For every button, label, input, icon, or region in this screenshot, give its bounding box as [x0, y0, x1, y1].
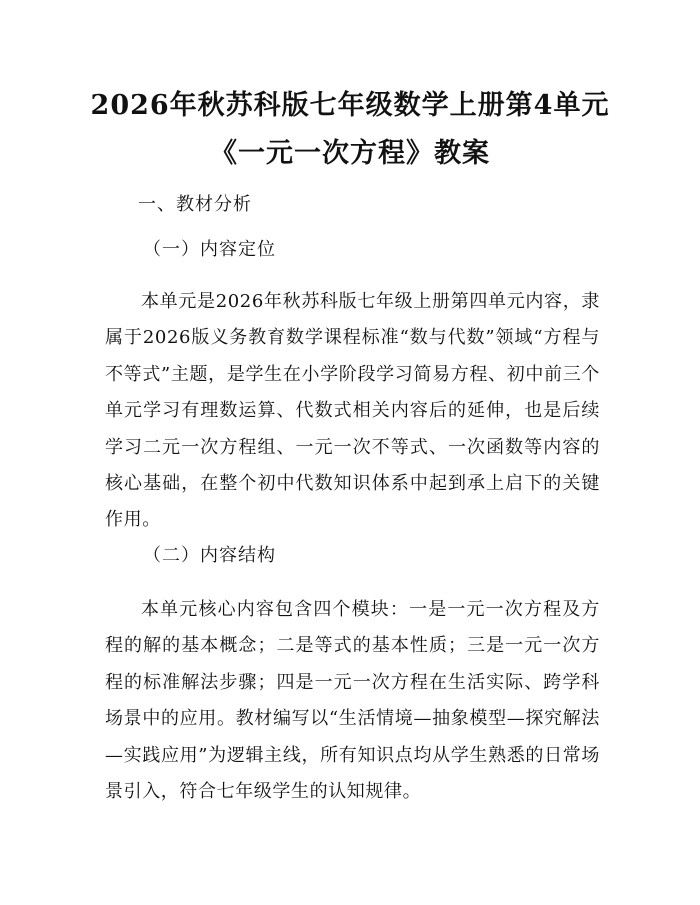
document-title-line-1: 2026年秋苏科版七年级数学上册第4单元	[90, 90, 610, 121]
section-heading-textbook-analysis: 一、教材分析	[138, 194, 252, 215]
document-title-line-2: 《一元一次方程》教案	[210, 138, 490, 169]
subsection-heading-content-structure: （二）内容结构	[143, 545, 276, 566]
paragraph-content-positioning: 本单元是2026年秋苏科版七年级上册第四单元内容，隶属于2026版义务教育数学课程标准“数与代数”领域“方程与不等式”主题，是学生在小学阶段学习简易方程、初中前三个单元学习有理数运算、代数式相关内容后的延伸，也是后续学习二元一次方程组、一元一次不等式、一次函数等内容的核心基础，在整个初中代数知识体系中起到承上启下的关键作用。	[105, 291, 600, 531]
subsection-heading-content-positioning: （一）内容定位	[143, 239, 276, 260]
paragraph-content-structure: 本单元核心内容包含四个模块：一是一元一次方程及方程的解的基本概念；二是等式的基本性质；三是一元一次方程的标准解法步骤；四是一元一次方程在生活实际、跨学科场景中的应用。教材编写以“生活情境—抽象模型—探究解法—实践应用”为逻辑主线，所有知识点均从学生熟悉的日常场景引入，符合七年级学生的认知规律。	[105, 599, 600, 803]
